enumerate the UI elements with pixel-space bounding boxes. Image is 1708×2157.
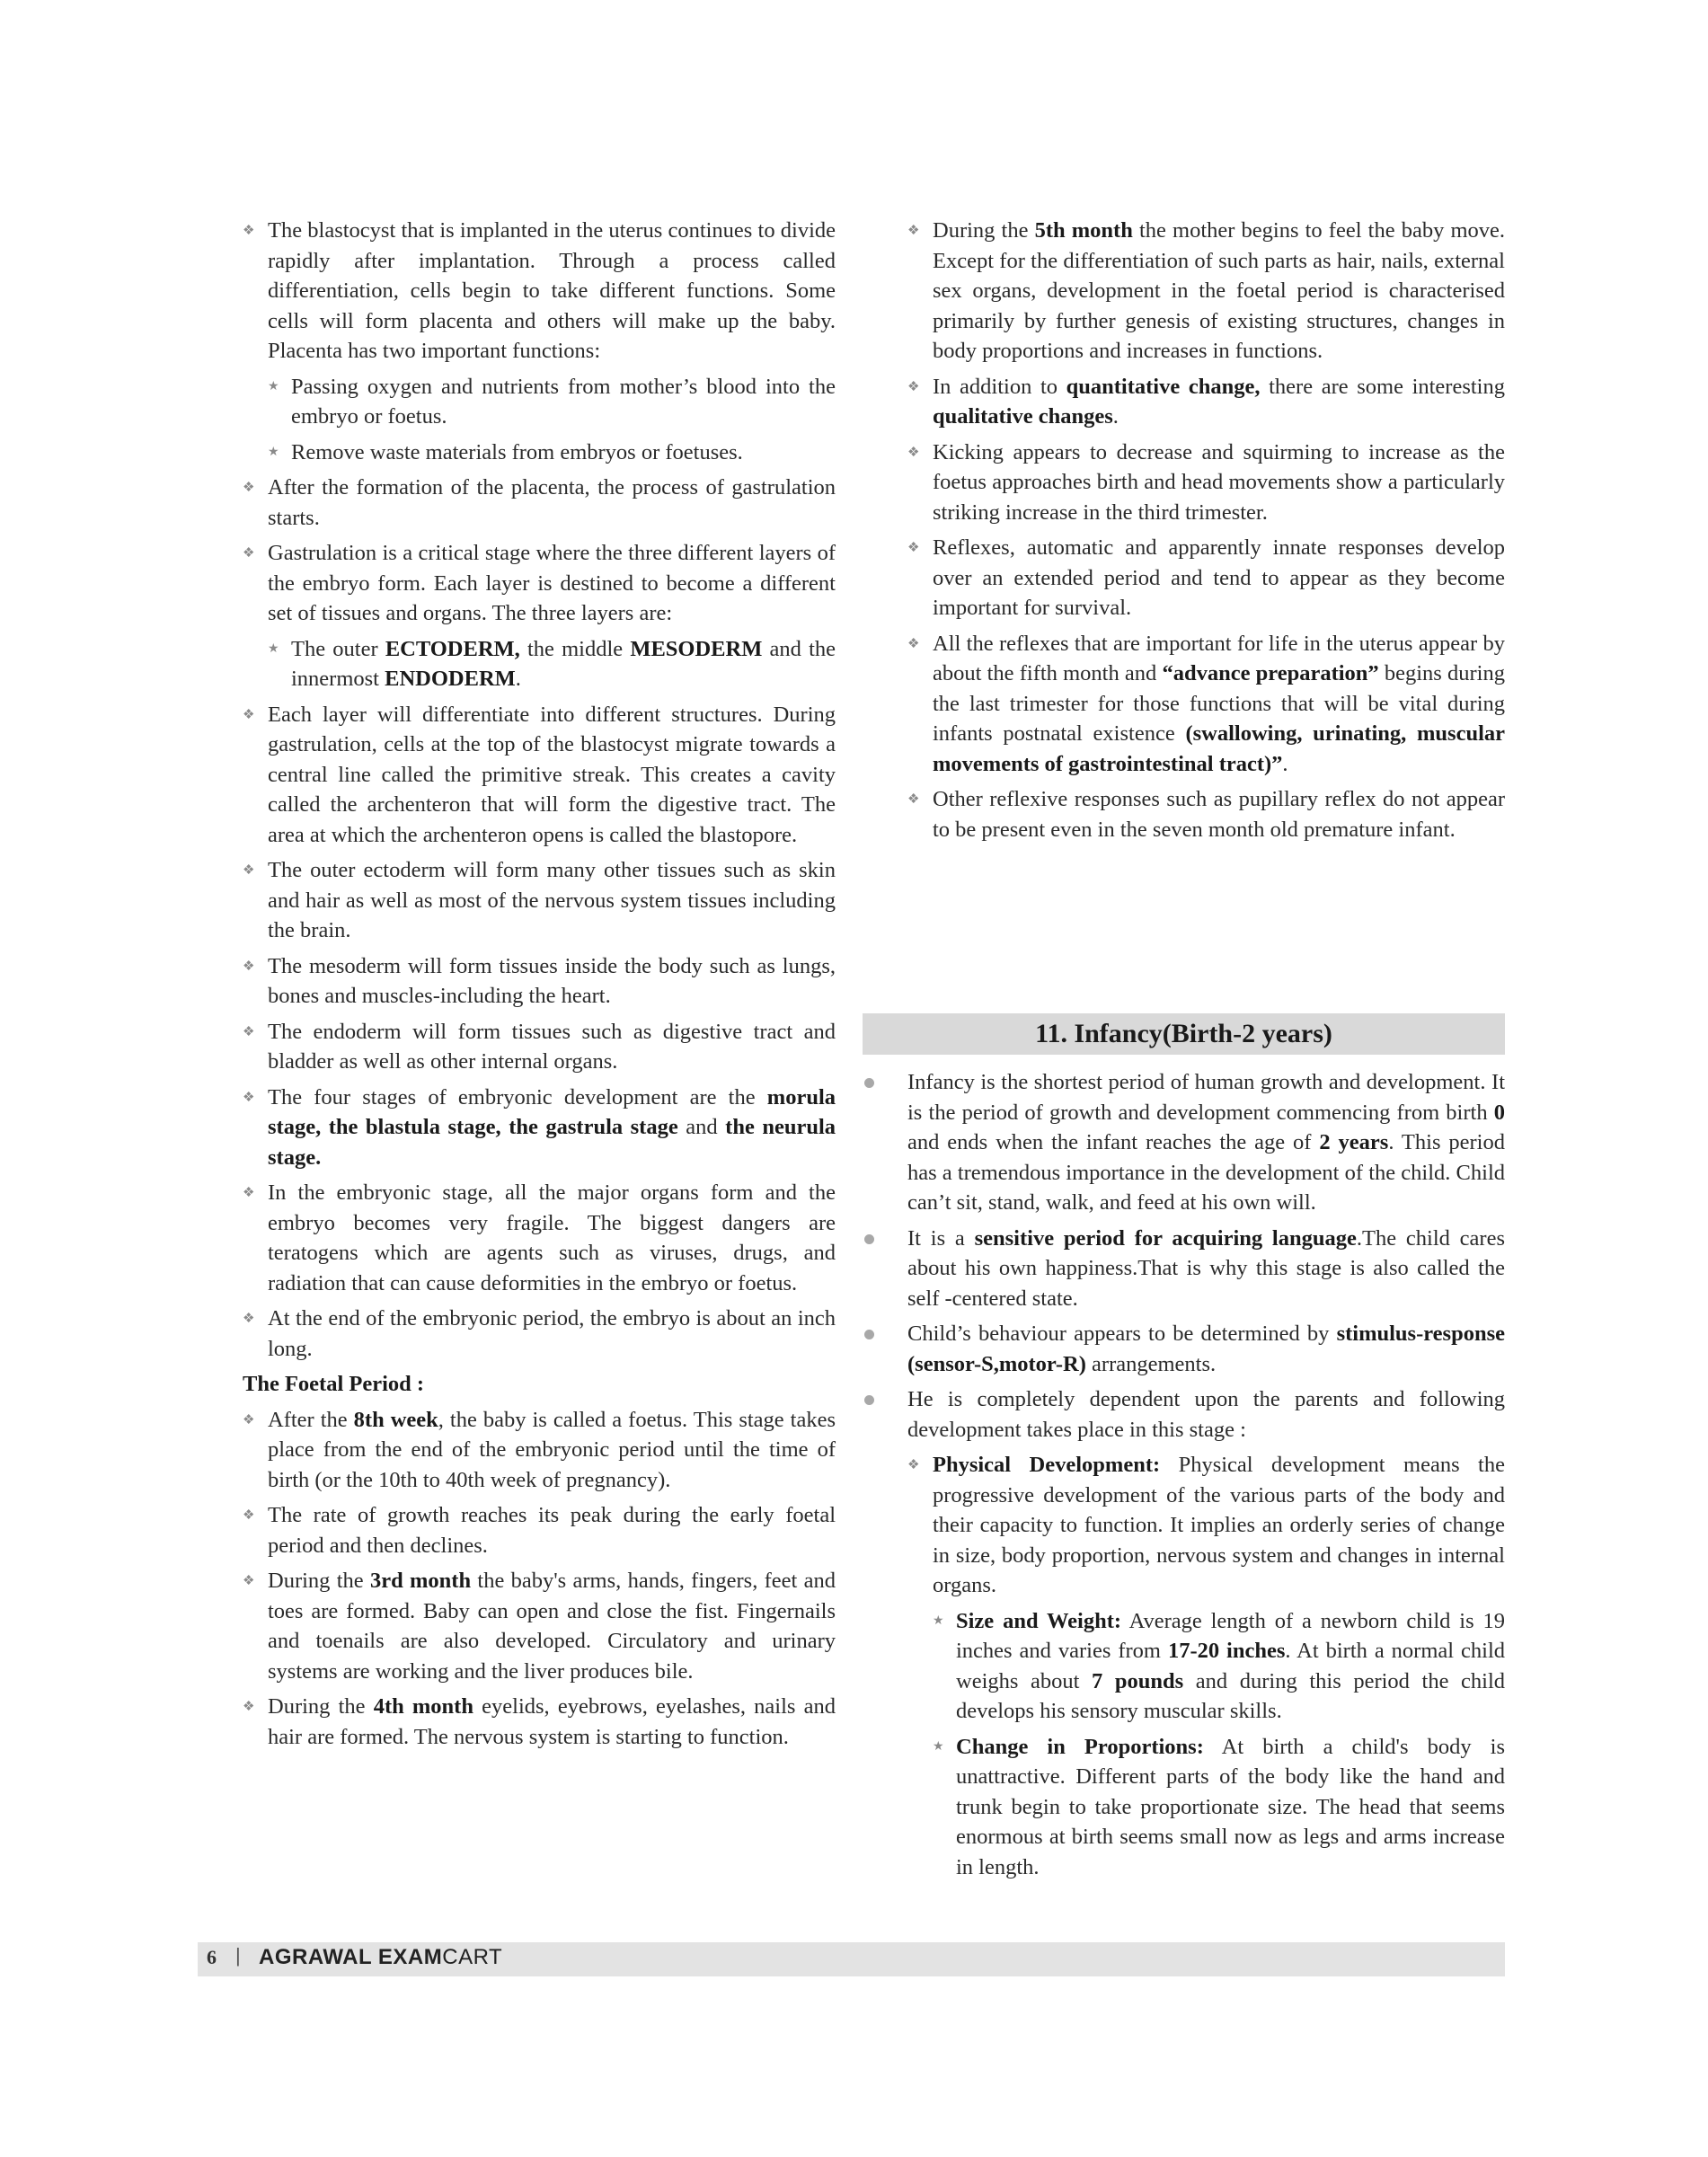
- bullet-4th-month: ❖ During the 4th month eyelids, eyebrows, eyelashes, nails and hair are formed. The nervous system is starting to function.: [243, 1692, 836, 1752]
- sub-bullet-waste: ★ Remove waste materials from embryos or foetuses.: [268, 438, 836, 468]
- footer-brand-logo: AGRAWAL EXAMCART: [259, 1945, 503, 1969]
- bullet-quantitative-change: ❖ In addition to quantitative change, there are some interesting qualitative changes.: [907, 372, 1505, 432]
- section-heading-infancy: 11. Infancy(Birth-2 years): [863, 1013, 1505, 1055]
- bullet-growth-rate: ❖ The rate of growth reaches its peak during the early foetal period and then declines.: [243, 1500, 836, 1560]
- bullet-3rd-month: ❖ During the 3rd month the baby's arms, hands, fingers, feet and toes are formed. Baby can open and close the fist. Fingernails and toenails are also developed. Circulatory and urinary systems are working and the liver produces bile.: [243, 1566, 836, 1686]
- bullet-blastocyst: ❖ The blastocyst that is implanted in the uterus continues to divide rapidly after implantation. Through a process called differentiation, cells begin to take different functions. Some cells will form placenta and others will make up the baby. Placenta has two important functions: ★ Passing oxygen and nutrients from mother’s blood into the embryo or foetus. ★ Remove waste materials from embryos or foetuses.: [243, 216, 836, 467]
- sub-bullet-change-proportions: ★ Change in Proportions: At birth a child's body is unattractive. Different parts of the body like the hand and trunk begin to take proportionate size. The head that seems enormous at birth seems small now as legs and arms increase in length.: [933, 1732, 1505, 1883]
- sub-bullet-oxygen: ★ Passing oxygen and nutrients from mother’s blood into the embryo or foetus.: [268, 372, 836, 432]
- bullet-sensitive-period: It is a sensitive period for acquiring language.The child cares about his own happiness.That is why this stage is also called the self -centered state.: [863, 1224, 1505, 1314]
- sub-bullet-size-weight: ★ Size and Weight: Average length of a newborn child is 19 inches and varies from 17-20 inches. At birth a normal child weighs about 7 pounds and during this period the child develops his sensory muscular skills.: [933, 1606, 1505, 1727]
- bullet-four-stages: ❖ The four stages of embryonic development are the morula stage, the blastula stage, the gastrula stage and the neurula stage.: [243, 1083, 836, 1173]
- bullet-endoderm: ❖ The endoderm will form tissues such as digestive tract and bladder as well as other internal organs.: [243, 1017, 836, 1077]
- bullet-physical-development: ❖ Physical Development: Physical development means the progressive development of the various parts of the body and their capacity to function. It implies an orderly series of change in size, body proportion, nervous system and changes in internal organs. ★ Size and Weight: Average length of a newborn child is 19 inches and varies from 17-20 inches. At birth a normal child weighs about 7 pounds and during this period the child develops his sensory muscular skills. ★ Change in Proportions: At birth a child's body is unattractive. Different parts of the body like the hand and trunk begin to take proportionate size. The head that seems enormous at birth seems small now as legs and arms increase in length.: [907, 1450, 1505, 1882]
- page-number: 6: [207, 1946, 217, 1968]
- right-column-upper: [907, 216, 1505, 850]
- bullet-gastrulation-start: ❖ After the formation of the placenta, the process of gastrulation starts.: [243, 473, 836, 533]
- foetal-period-heading: The Foetal Period :: [243, 1372, 425, 1396]
- right-column-lower: [863, 1067, 1505, 1887]
- bullet-mesoderm: ❖ The mesoderm will form tissues inside the body such as lungs, bones and muscles-including the heart.: [243, 951, 836, 1012]
- footer-separator: |: [235, 1944, 241, 1967]
- bullet-infancy-definition: Infancy is the shortest period of human growth and development. It is the period of growth and development commencing from birth 0 and ends when the infant reaches the age of 2 years. This period has a tremendous importance in the development of the child. Child can’t sit, stand, walk, and feed at his own will.: [863, 1067, 1505, 1218]
- bullet-embryo-length: ❖ At the end of the embryonic period, the embryo is about an inch long.: [243, 1304, 836, 1364]
- bullet-ectoderm: ❖ The outer ectoderm will form many other tissues such as skin and hair as well as most of the nervous system tissues including the brain.: [243, 855, 836, 946]
- sub-bullet-layers: ★ The outer ECTODERM, the middle MESODERM and the innermost ENDODERM.: [268, 634, 836, 694]
- bullet-gastrulation-stage: ❖ Gastrulation is a critical stage where the three different layers of the embryo form. Each layer is destined to become a different set of tissues and organs. The three layers are: ★ The outer ECTODERM, the middle MESODERM and the innermost ENDODERM.: [243, 538, 836, 694]
- bullet-pupillary-reflex: ❖ Other reflexive responses such as pupillary reflex do not appear to be present even in the seven month old premature infant.: [907, 784, 1505, 844]
- bullet-5th-month: ❖ During the 5th month the mother begins to feel the baby move. Except for the differentiation of such parts as hair, nails, external sex organs, development in the foetal period is characterised primarily by further genesis of existing structures, changes in body proportions and increases in functions.: [907, 216, 1505, 367]
- bullet-dependence: He is completely dependent upon the parents and following development takes place in this stage : ❖ Physical Development: Physical development means the progressive development of the various parts of the body and their capacity to function. It implies an orderly series of change in size, body proportion, nervous system and changes in internal organs. ★ Size and Weight: Average length of a newborn child is 19 inches and varies from 17-20 inches. At birth a normal child weighs about 7 pounds and during this period the child develops his sensory muscular skills. ★ Change in Proportions: At birth a child's body is unattractive. Different parts of the body like the hand and trunk begin to take proportionate size. The head that seems enormous at birth seems small now as legs and arms increase in length.: [863, 1384, 1505, 1882]
- bullet-8th-week: ❖ After the 8th week, the baby is called a foetus. This stage takes place from the end of the embryonic period until the time of birth (or the 10th to 40th week of pregnancy).: [243, 1405, 836, 1496]
- left-column: [243, 216, 836, 1757]
- bullet-reflexes: ❖ Reflexes, automatic and apparently innate responses develop over an extended period and tend to appear as they become important for survival.: [907, 533, 1505, 623]
- bullet-kicking: ❖ Kicking appears to decrease and squirming to increase as the foetus approaches birth and head movements show a particularly striking increase in the third trimester.: [907, 438, 1505, 528]
- bullet-stimulus-response: Child’s behaviour appears to be determined by stimulus-response (sensor-S,motor-R) arrangements.: [863, 1319, 1505, 1379]
- bullet-embryonic-stage: ❖ In the embryonic stage, all the major organs form and the embryo becomes very fragile. The biggest dangers are teratogens which are agents such as viruses, drugs, and radiation that can cause deformities in the embryo or foetus.: [243, 1178, 836, 1298]
- bullet-advance-preparation: ❖ All the reflexes that are important for life in the uterus appear by about the fifth month and “advance preparation” begins during the last trimester for those functions that will be vital during infants postnatal existence (swallowing, urinating, muscular movements of gastrointestinal tract)”.: [907, 629, 1505, 780]
- bullet-differentiation: ❖ Each layer will differentiate into different structures. During gastrulation, cells at the top of the blastocyst migrate towards a central line called the primitive streak. This creates a cavity called the archenteron that will form the digestive tract. The area at which the archenteron opens is called the blastopore.: [243, 700, 836, 851]
